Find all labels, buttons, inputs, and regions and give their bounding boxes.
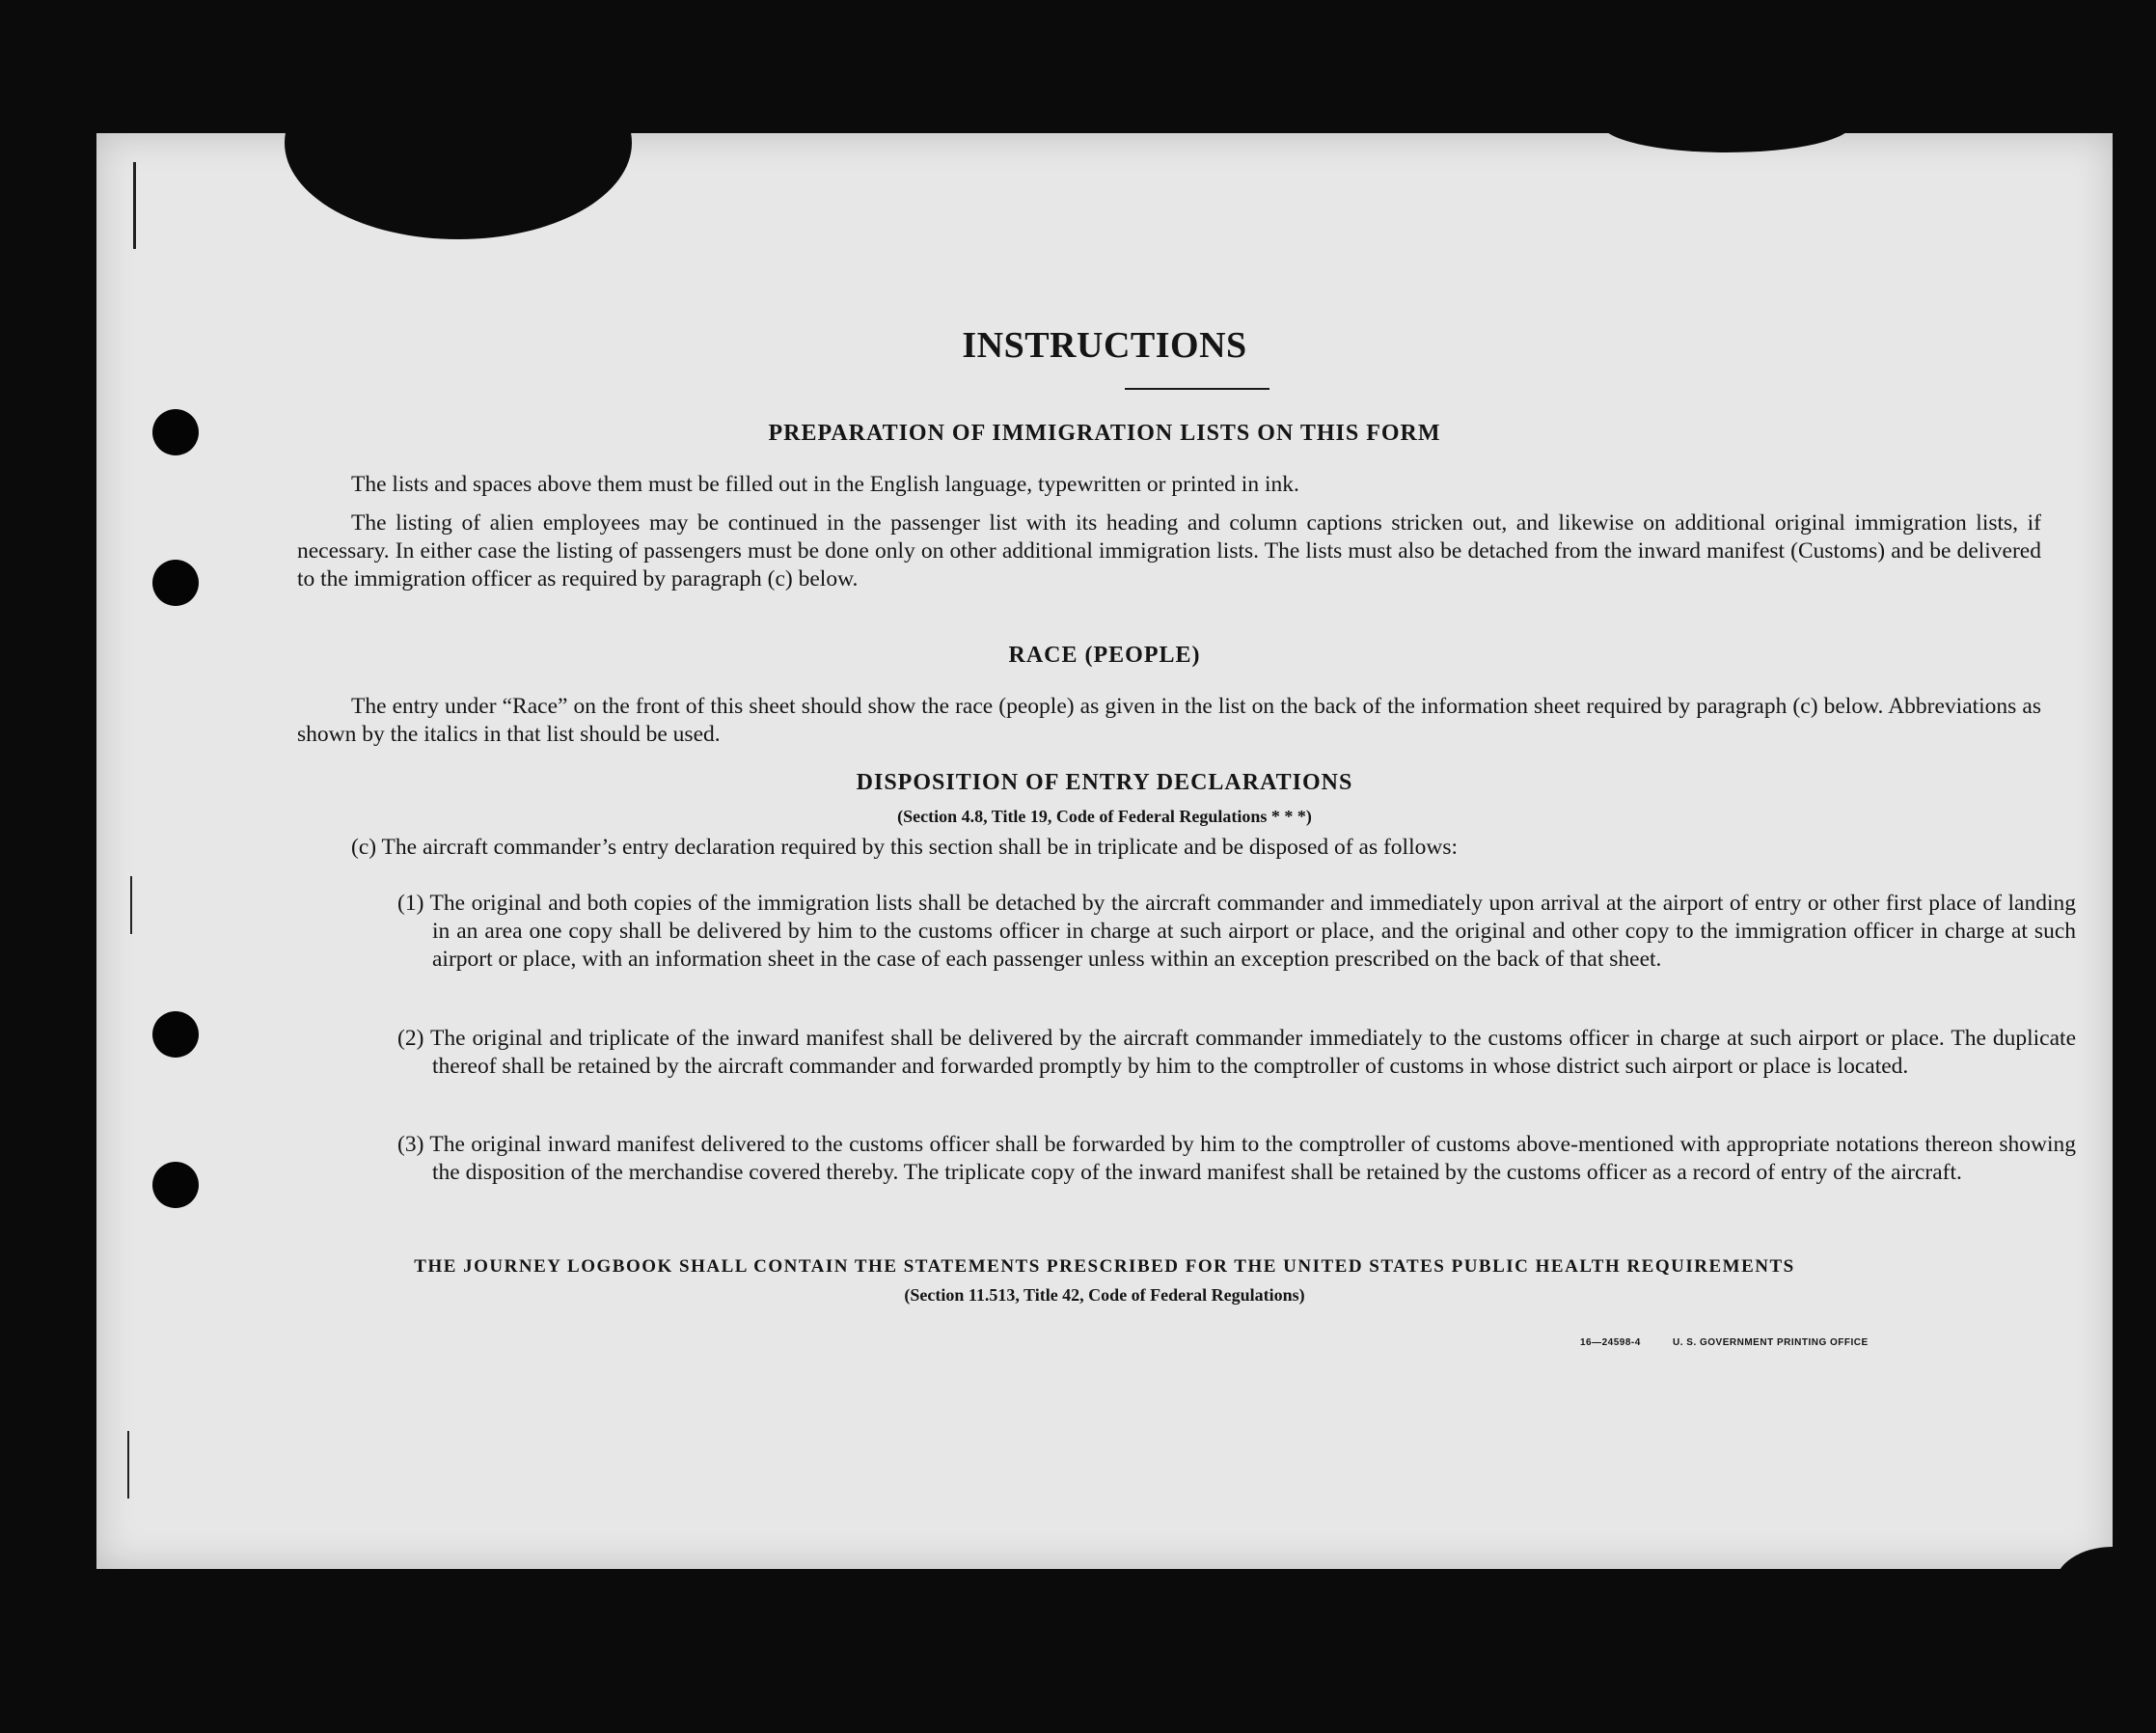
- list-item-3: (3) The original inward manifest delivered to the customs officer shall be forwarded by him to the comptroller of customs above-mentioned with appropriate notations thereon showing the disposition of the merchandise covered thereby. The triplicate copy of the inward manifest shall be retained by the customs officer as a record of entry of the aircraft.: [397, 1132, 2076, 1185]
- torn-edge: [285, 46, 632, 239]
- edge-mark: [130, 876, 132, 934]
- paragraph-language: The lists and spaces above them must be filled out in the English language, typewritten or printed in ink.: [351, 472, 1299, 497]
- footer-citation: (Section 11.513, Title 42, Code of Federal Regulations): [904, 1285, 1305, 1305]
- paragraph-race: The entry under “Race” on the front of this sheet should show the race (people) as given in the list on the back of the information sheet required by paragraph (c) below. Abbreviations as shown by the italics in that list should be used.: [297, 694, 2041, 747]
- footer-logbook-statement: THE JOURNEY LOGBOOK SHALL CONTAIN THE STATEMENTS PRESCRIBED FOR THE UNITED STATES PUBLIC HEALTH REQUIREMENTS: [414, 1256, 1795, 1277]
- punch-hole: [152, 560, 199, 606]
- page-title: INSTRUCTIONS: [962, 325, 1247, 366]
- list-item-2: (2) The original and triplicate of the inward manifest shall be delivered by the aircraft commander immediately to the customs officer in charge at such airport or place. The duplicate thereof shall be retained by the aircraft commander and forwarded promptly by him to the comptroller of customs in whose district such airport or place is located.: [397, 1026, 2076, 1079]
- section-heading-preparation: PREPARATION OF IMMIGRATION LISTS ON THIS FORM: [768, 421, 1441, 446]
- printing-office: U. S. GOVERNMENT PRINTING OFFICE: [1673, 1337, 1869, 1348]
- section-citation: (Section 4.8, Title 19, Code of Federal Regulations * * *): [897, 807, 1312, 826]
- paragraph-alien-employees: The listing of alien employees may be continued in the passenger list with its heading and column captions stricken out, and likewise on additional original immigration lists, if necessary. In either case the listing of passengers must be done only on other additional immigration lists. The lists must also be detached from the inward manifest (Customs) and be delivered to the immigration officer as required by paragraph (c) below.: [297, 510, 2041, 591]
- torn-edge: [2055, 1547, 2156, 1624]
- torn-edge: [1601, 95, 1852, 152]
- list-item-1: (1) The original and both copies of the immigration lists shall be detached by the aircraft commander and immediately upon arrival at the airport of entry or other first place of landing in an area one copy shall be delivered by him to the customs officer in charge at such airport or place, and the original and other copy to the immigration officer in charge at such airport or place, with an information sheet in the case of each passenger unless within an exception prescribed on the back of that sheet.: [397, 891, 2076, 972]
- paragraph-intro-c: (c) The aircraft commander’s entry declaration required by this section shall be in triplicate and be disposed of as follows:: [351, 835, 1458, 860]
- edge-mark: [133, 162, 136, 249]
- document-sheet: [96, 133, 2113, 1569]
- section-heading-disposition: DISPOSITION OF ENTRY DECLARATIONS: [856, 770, 1353, 795]
- edge-mark: [127, 1431, 129, 1499]
- punch-hole: [152, 1011, 199, 1058]
- form-number: 16—24598-4: [1580, 1337, 1641, 1348]
- punch-hole: [152, 1162, 199, 1208]
- section-heading-race: RACE (PEOPLE): [1008, 643, 1201, 668]
- title-underline: [1125, 388, 1269, 390]
